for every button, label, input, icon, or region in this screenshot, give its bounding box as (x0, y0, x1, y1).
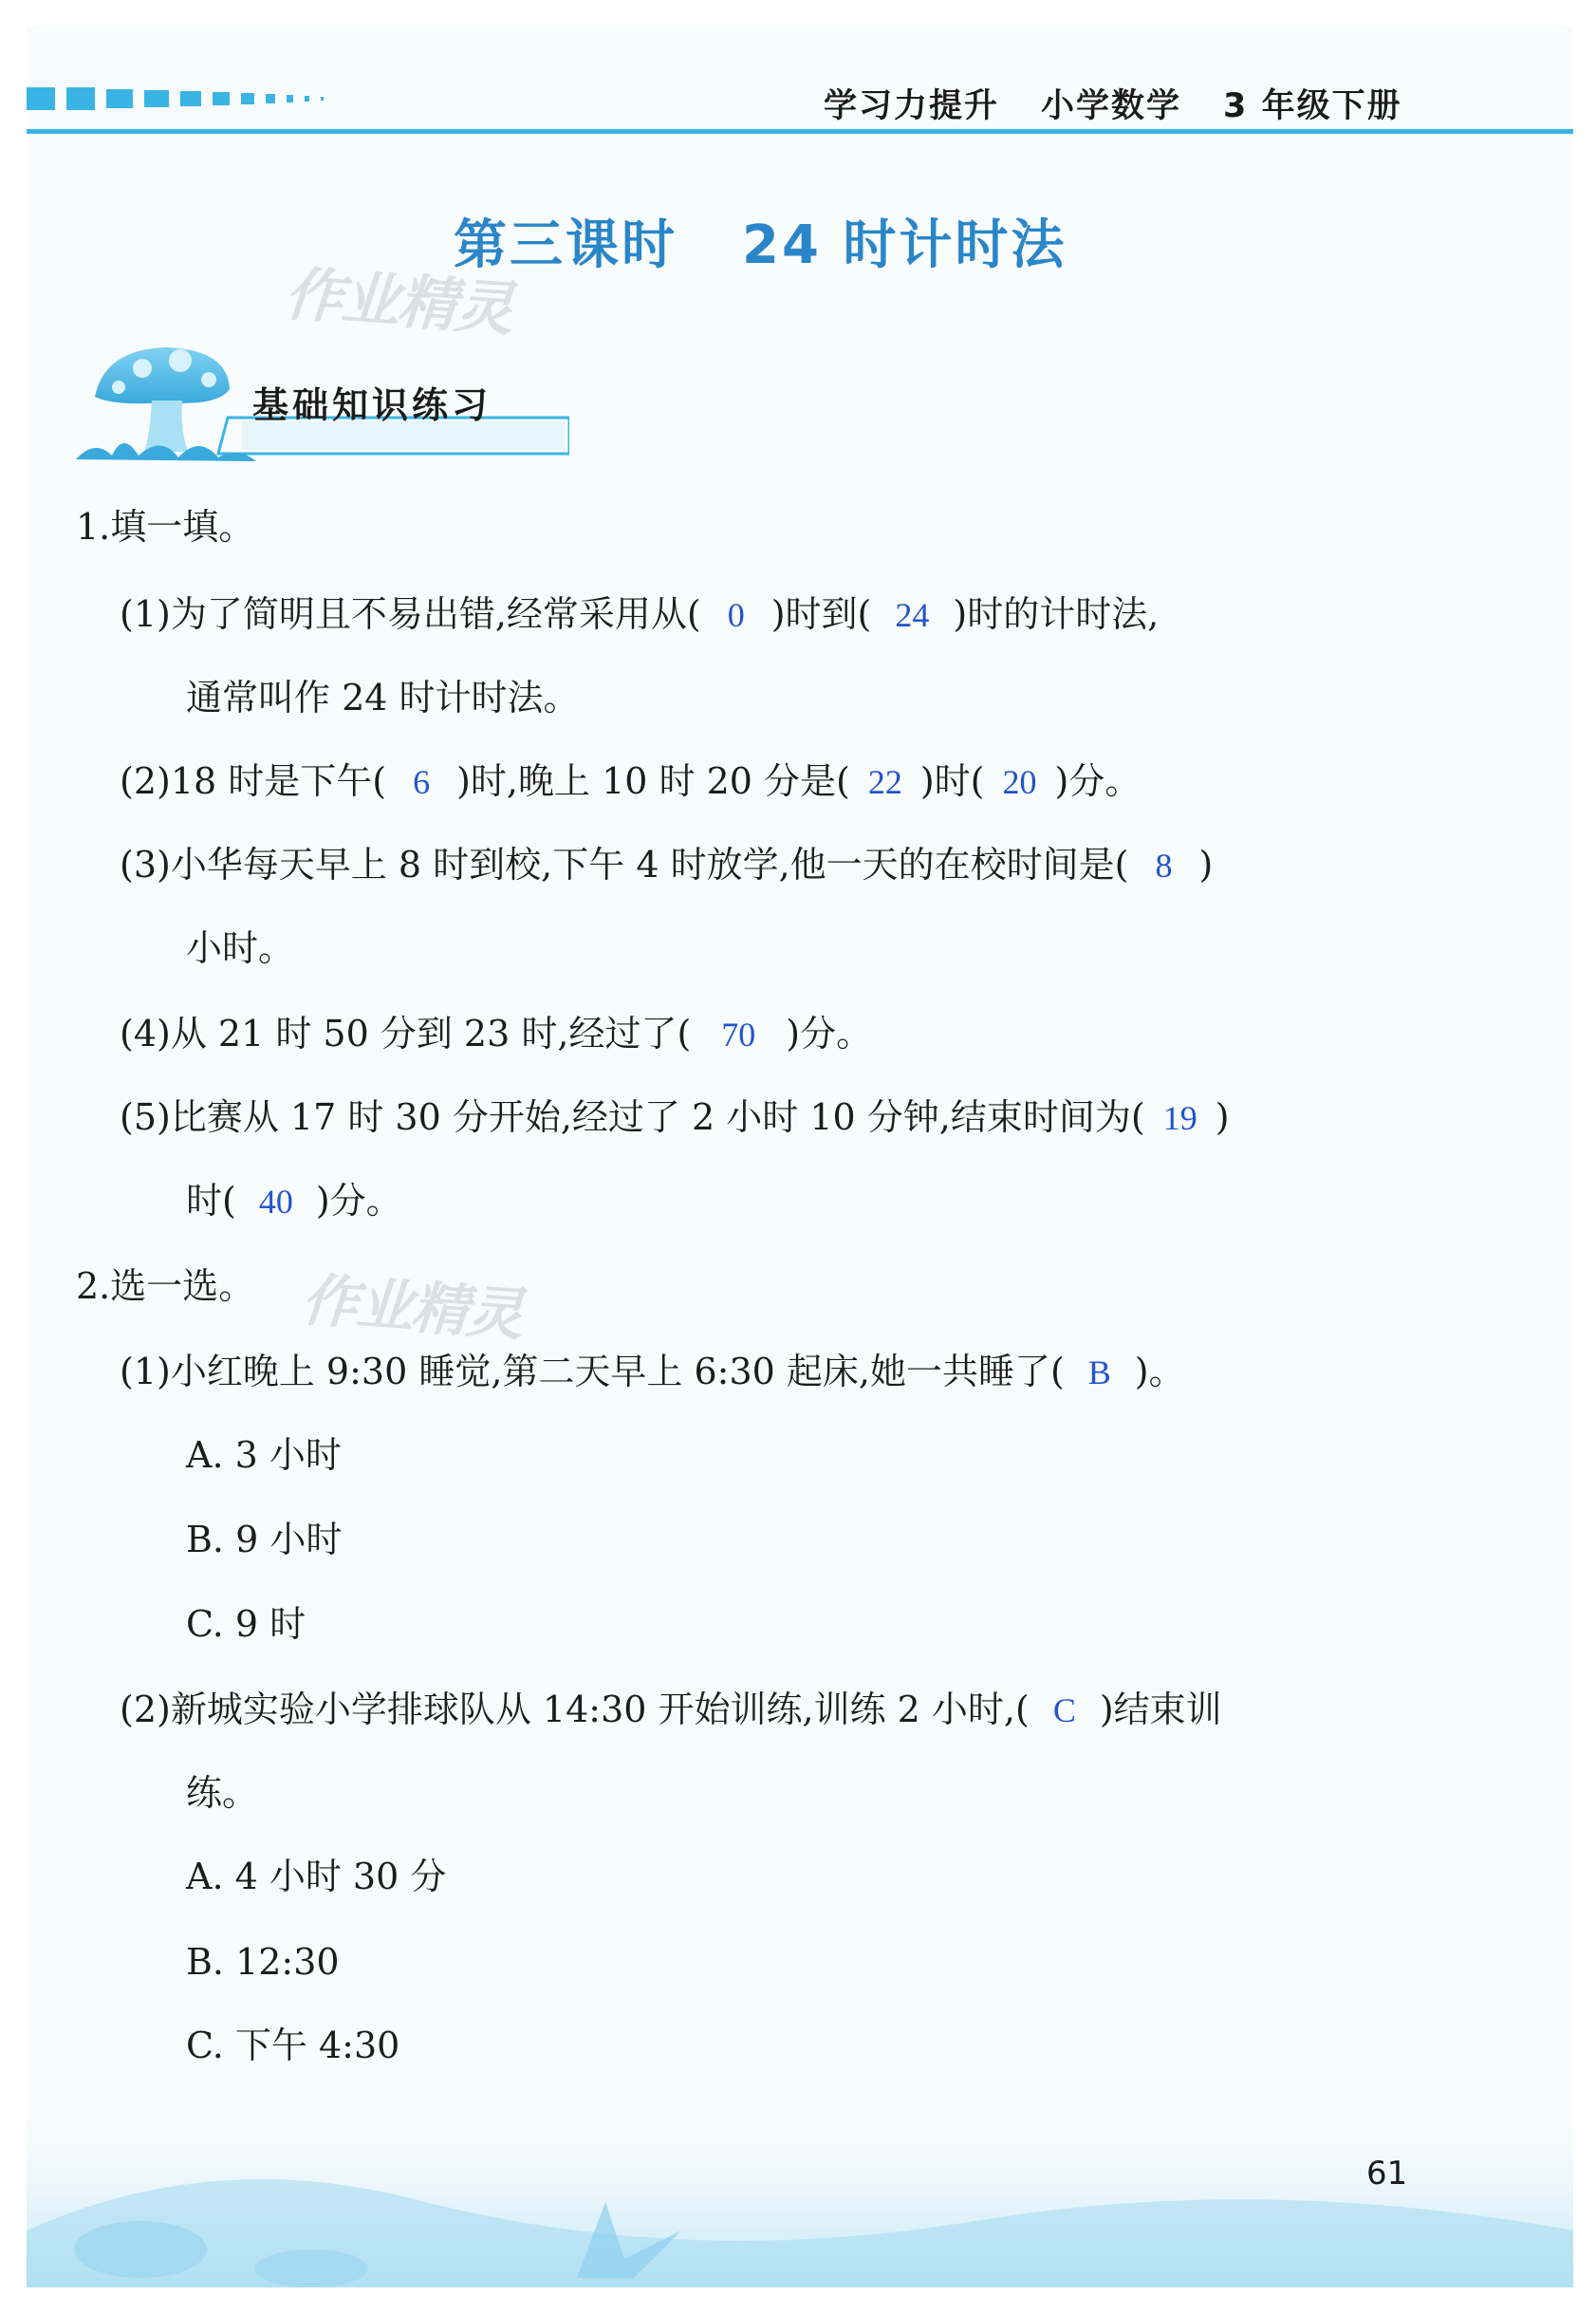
q1-3-text-b: ) (1198, 844, 1214, 886)
q1-5-answer-2: 40 (258, 1183, 293, 1221)
header-title (824, 80, 1402, 127)
q1-5-text-a: (5)比赛从 17 时 30 分开始,经过了 2 小时 10 分钟,结束时间为( (120, 1096, 1145, 1138)
q2-1-option-b: B. 9 小时 (186, 1519, 343, 1560)
lesson-part: 第三课时 (454, 215, 677, 276)
q2-2-text-b: )结束训 (1099, 1689, 1222, 1730)
q1-item-2 (120, 757, 1141, 806)
q1-1-text-a: (1)为了简明且不易出错,经常采用从( (120, 593, 701, 635)
q2-1-option-a: A. 3 小时 (186, 1434, 342, 1476)
q1-3-text-a: (3)小华每天早上 8 时到校,下午 4 时放学,他一天的在校时间是( (120, 844, 1129, 886)
header-rule (27, 129, 1573, 134)
q2-2-answer: C (1052, 1691, 1076, 1729)
q1-item-3-cont: 小时。 (186, 927, 295, 969)
q2-1-option-c: C. 9 时 (186, 1603, 306, 1645)
q1-5-cont-b: )分。 (315, 1180, 402, 1222)
page-number: 61 (1366, 2155, 1408, 2193)
q1-item-5 (120, 1093, 1230, 1142)
q1-1-text-c: )时的计时法, (953, 593, 1160, 635)
q1-1-text-b: )时到( (770, 593, 872, 635)
q1-1-answer-2: 24 (895, 596, 930, 634)
q1-1-answer-1: 0 (727, 596, 745, 634)
q2-1-text-b: )。 (1134, 1351, 1185, 1392)
q1-2-text-a: (2)18 时是下午( (120, 760, 387, 802)
q1-5-cont-a: 时( (186, 1180, 236, 1222)
q2-2-text-a: (2)新城实验小学排球队从 14:30 开始训练,训练 2 小时,( (120, 1689, 1030, 1730)
q1-item-5-cont (186, 1177, 402, 1225)
q1-item-1-cont: 通常叫作 24 时计时法。 (186, 677, 580, 718)
q1-2-text-d: )分。 (1054, 760, 1141, 802)
lesson-topic: 24 时计时法 (742, 215, 1067, 276)
q1-4-answer-1: 70 (721, 1016, 756, 1054)
q2-1-text-a: (1)小红晚上 9:30 睡觉,第二天早上 6:30 起床,她一共睡了( (120, 1351, 1065, 1392)
header-subject: 小学数学 (1041, 87, 1182, 125)
q2-2-option-b: B. 12:30 (186, 1941, 340, 1983)
question-1-title: 1.填一填。 (76, 506, 255, 548)
watermark-2: 作业精灵 (299, 1266, 524, 1349)
lesson-title (454, 203, 1067, 279)
q1-5-answer-1: 19 (1162, 1099, 1197, 1137)
watermark: 作业精灵 (282, 258, 514, 345)
header-book: 学习力提升 (824, 87, 1000, 125)
q2-item-1 (120, 1348, 1185, 1396)
question-2-title: 2.选一选。 (76, 1265, 255, 1307)
q1-item-3 (120, 841, 1213, 889)
seashore-decoration (27, 2088, 1573, 2287)
section-title: 基础知识练习 (252, 384, 492, 426)
q2-2-option-c: C. 下午 4:30 (186, 2025, 400, 2066)
q1-2-text-c: )时( (919, 760, 985, 802)
q2-item-2-cont: 练。 (186, 1772, 259, 1814)
header-grade: 3 年级下册 (1223, 87, 1402, 125)
q1-2-answer-2: 22 (867, 763, 902, 801)
q1-4-text-b: )分。 (786, 1013, 873, 1054)
q1-4-text-a: (4)从 21 时 50 分到 23 时,经过了( (120, 1013, 692, 1054)
q1-item-4 (120, 1010, 872, 1058)
q1-2-text-b: )时,晚上 10 时 20 分是( (456, 760, 850, 802)
q1-3-answer-1: 8 (1155, 847, 1173, 885)
q1-5-text-b: ) (1215, 1096, 1230, 1138)
q1-2-answer-3: 20 (1002, 763, 1037, 801)
q2-1-answer: B (1087, 1353, 1111, 1391)
q1-2-answer-1: 6 (413, 763, 431, 801)
header-dash-decoration (27, 84, 444, 116)
q2-item-2 (120, 1686, 1222, 1734)
q1-item-1 (120, 590, 1159, 639)
q2-2-option-a: A. 4 小时 30 分 (186, 1856, 447, 1897)
